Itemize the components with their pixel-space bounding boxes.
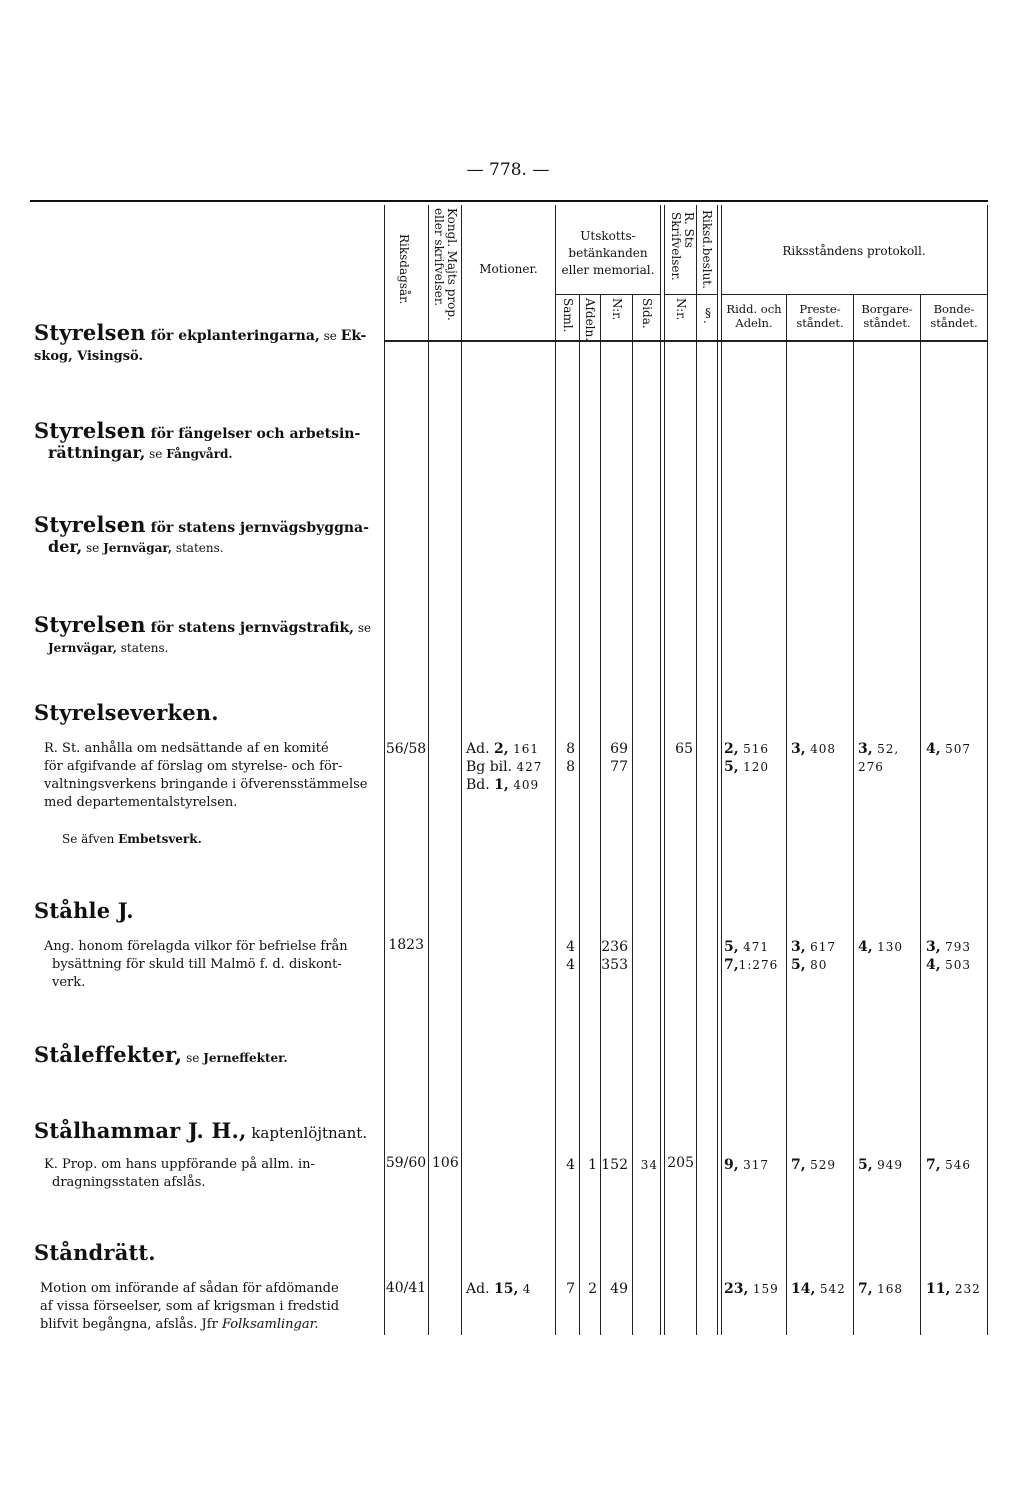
col-rule [717, 205, 718, 1335]
col-rule [428, 205, 429, 1335]
col-rule [786, 295, 787, 1335]
motion-cell: Bg bil. 427 [466, 759, 543, 775]
header-motioner: Motioner. [479, 262, 538, 276]
rsts-nr-cell: 65 [675, 741, 693, 757]
entry-title: Ståndrätt. [34, 1240, 156, 1265]
header-protokoll: Riksståndens protokoll. [782, 244, 926, 258]
nr-cell: 152 [601, 1157, 628, 1173]
header-kongl: Kongl. Majts prop. eller skrifvelser. [432, 208, 459, 321]
ridd-cell: 9, 317 [724, 1157, 769, 1173]
prop-cell: 106 [432, 1155, 459, 1171]
entry-title: Styrelsen [34, 320, 146, 345]
preste-cell: 5, 80 [791, 957, 828, 973]
col-rule [600, 295, 601, 1335]
afdeln-cell: 1 [588, 1157, 597, 1173]
col-rule [632, 295, 633, 1335]
saml-cell: 4 [566, 957, 575, 973]
ridd-cell: 23, 159 [724, 1281, 779, 1297]
year-cell: 59/60 [385, 1155, 427, 1171]
header-borgare: Borgare-ståndet. [861, 302, 913, 330]
entry-title: Styrelsen [34, 512, 146, 537]
preste-cell: 3, 617 [791, 939, 836, 955]
nr-cell: 69 [610, 741, 628, 757]
entry-description: K. Prop. om hans uppförande på allm. in- dragningsstaten afslås. [44, 1157, 315, 1190]
nr-cell: 236 [601, 939, 628, 955]
header-preste: Preste-ståndet. [796, 302, 844, 330]
col-rule [721, 205, 722, 1335]
col-rule [853, 295, 854, 1335]
motion-cell: Ad. 2, 161 [466, 741, 539, 757]
borgare-cell: 7, 168 [858, 1281, 903, 1297]
entry-styrelsen-fangelser: Styrelsen för fängelser och arbetsin- rättningar, se Fångvård. [34, 418, 361, 462]
header-ridd: Ridd. och Adeln. [726, 302, 782, 330]
header-sida: Sida. [640, 298, 654, 329]
header-afdeln: Afdeln. [583, 298, 597, 342]
sida-cell: 34 [640, 1158, 658, 1172]
entry-styrelsen-jernvagstrafik: Styrelsen för statens jernvägstrafik, se Jernvägar, statens. [34, 612, 372, 655]
entry-styrelsen-ekplantering: Styrelsen för ekplanteringarna, se Ek- skog, Visingsö. [34, 320, 367, 364]
subheader-rule [664, 294, 717, 295]
year-cell: 1823 [388, 937, 424, 953]
preste-cell: 7, 529 [791, 1157, 836, 1173]
year-cell: 56/58 [385, 741, 427, 757]
entry-title: Stålhammar J. H., [34, 1118, 247, 1143]
motion-cell: Ad. 15, 4 [466, 1281, 532, 1297]
entry-description: R. St. anhålla om nedsättande af en komité för afgifvande af förslag om styrelse- och för- valtningsverkens bringande i öfverensstämmelse med departementalstyrelsen. [44, 741, 368, 810]
saml-cell: 4 [566, 1157, 575, 1173]
entry-stalhammar: Stålhammar J. H., kaptenlöjtnant. [34, 1118, 368, 1143]
header-paragraph: §. [701, 306, 715, 324]
col-rule [696, 205, 697, 1335]
preste-cell: 14, 542 [791, 1281, 846, 1297]
entry-description: Motion om införande af sådan för afdömande af vissa förseelser, som af krigsman i fredstid blifvit begångna, afslås. Jfr Folksamlingar. [40, 1281, 340, 1332]
col-rule [461, 205, 462, 1335]
entry-title: Ståhle J. [34, 898, 134, 923]
header-utskott: Utskotts-betänkanden eller memorial. [561, 229, 655, 277]
subheader-rule [555, 294, 660, 295]
bonde-cell: 7, 546 [926, 1157, 971, 1173]
motion-cell: Bd. 1, 409 [466, 777, 540, 793]
nr-cell: 77 [610, 759, 628, 775]
preste-cell: 3, 408 [791, 741, 836, 757]
header-bottom-rule [384, 340, 988, 342]
subheader-rule [721, 294, 987, 295]
year-cell: 40/41 [385, 1280, 427, 1296]
borgare-cell: 5, 949 [858, 1157, 903, 1173]
nr-cell: 49 [610, 1281, 628, 1297]
saml-cell: 8 [566, 759, 575, 775]
entry-title: Styrelseverken. [34, 700, 219, 725]
col-rule [660, 205, 661, 1335]
ridd-cell: 5, 471 [724, 939, 769, 955]
entry-stahle-j [34, 898, 379, 923]
col-rule [987, 205, 988, 1335]
afdeln-cell: 2 [588, 1281, 597, 1297]
entry-staleffekter: Ståleffekter, se Jerneffekter. [34, 1042, 288, 1067]
header-r-sts: R. Sts Skrifvelser. [669, 212, 696, 281]
header-nr: N:r. [610, 298, 624, 321]
col-rule [920, 295, 921, 1335]
header-rsts-nr: N:r. [674, 298, 688, 321]
borgare-cell: 276 [858, 760, 884, 774]
saml-cell: 7 [566, 1281, 575, 1297]
header-top-rule [30, 200, 988, 202]
saml-cell: 8 [566, 741, 575, 757]
borgare-cell: 4, 130 [858, 939, 903, 955]
see-also: Se äfven Embetsverk. [62, 832, 202, 846]
header-riksdagsar: Riksdagsår. [397, 234, 411, 305]
header-bonde: Bonde-ståndet. [930, 302, 978, 330]
entry-title: Styrelsen [34, 418, 146, 443]
entry-styrelseverken [34, 700, 379, 725]
entry-standratt [34, 1240, 379, 1265]
entry-title: Styrelsen [34, 612, 146, 637]
page-number: — 778. — [466, 160, 550, 180]
saml-cell: 4 [566, 939, 575, 955]
header-riksd-beslut: Riksd.beslut. [700, 210, 714, 289]
header-saml: Saml. [561, 298, 575, 333]
ridd-cell: 2, 516 [724, 741, 769, 757]
ridd-cell: 7,1:276 [724, 957, 779, 973]
bonde-cell: 4, 507 [926, 741, 971, 757]
nr-cell: 353 [601, 957, 628, 973]
bonde-cell: 11, 232 [926, 1281, 981, 1297]
col-rule [579, 295, 580, 1335]
bonde-cell: 4, 503 [926, 957, 971, 973]
borgare-cell: 3, 52, [858, 741, 900, 757]
rsts-nr-cell: 205 [667, 1155, 694, 1171]
entry-description: Ang. honom förelagda vilkor för befrielse från bysättning för skuld till Malmö f. d. diskont- verk. [44, 939, 348, 990]
ridd-cell: 5, 120 [724, 759, 769, 775]
bonde-cell: 3, 793 [926, 939, 971, 955]
entry-styrelsen-jernvagsbyggnader: Styrelsen för statens jernvägsbyggna- der, se Jernvägar, statens. [34, 512, 369, 556]
entry-title: Ståleffekter, [34, 1042, 183, 1067]
